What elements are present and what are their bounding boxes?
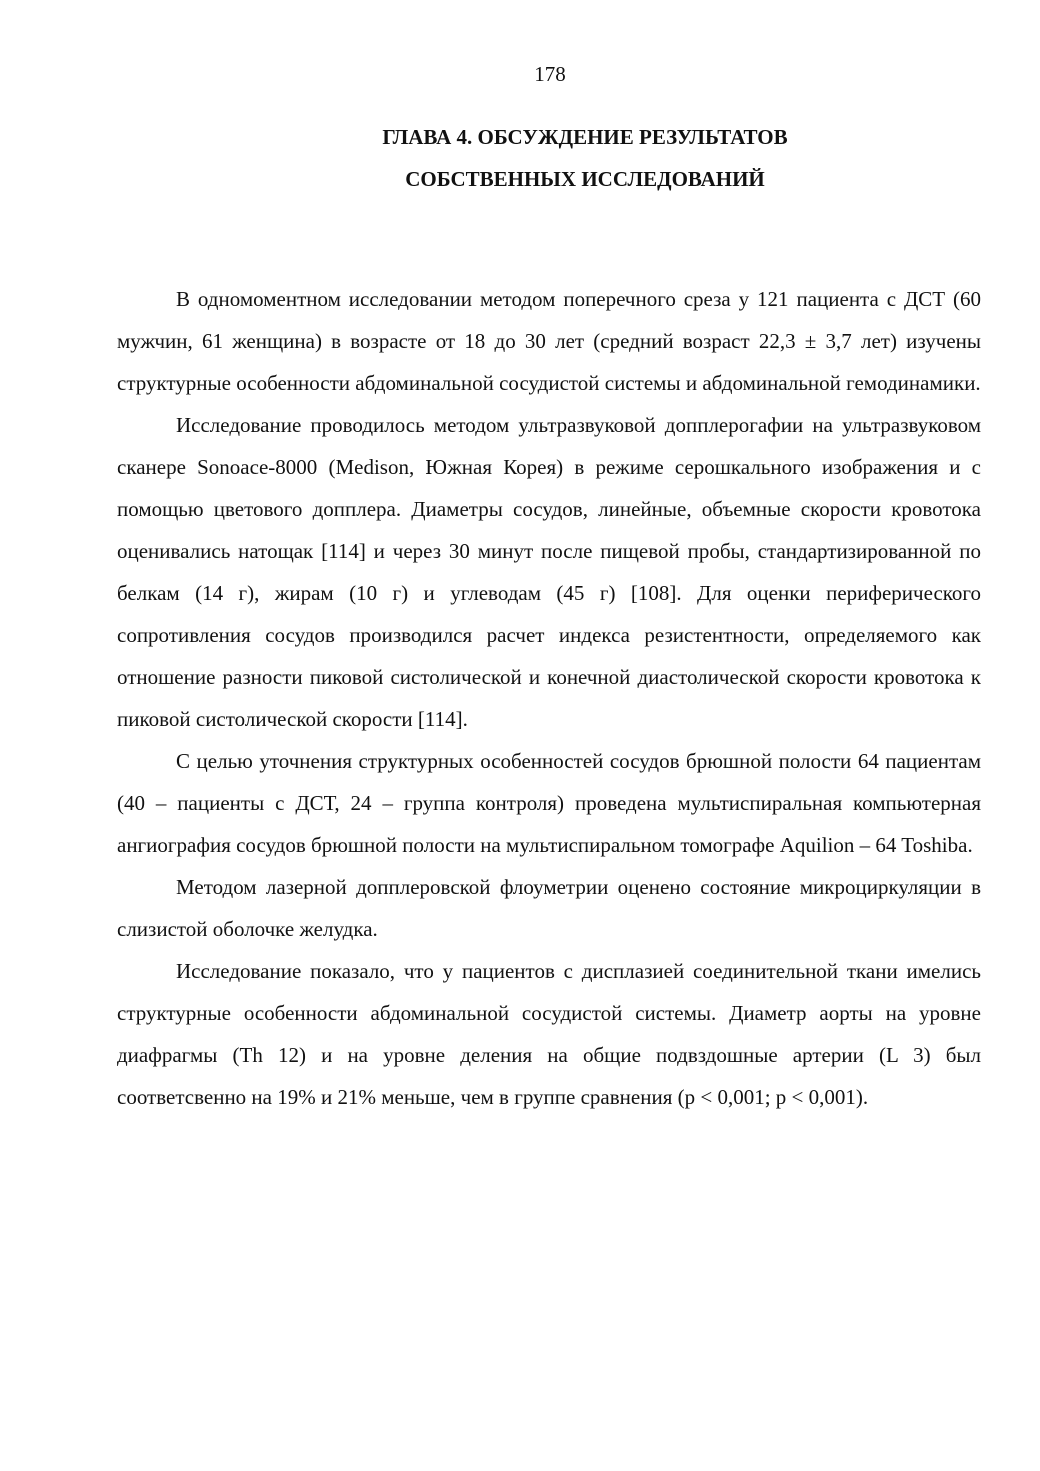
paragraph: Исследование проводилось методом ультразвуковой допплерогафии на ультразвуковом сканере Sonoace-8000 (Medison, Южная Корея) в режиме серошкального изображения и с помощью цветового допплера. Диаметры сосудов, линейные, объемные скорости кровотока оценивались натощак [114] и через 30 минут после пищевой пробы, стандартизированной по белкам (14 г), жирам (10 г) и углеводам (45 г) [108]. Для оценки периферического сопротивления сосудов производился расчет индекса резистентности, определяемого как отношение разности пиковой систолической и конечной диастолической скорости кровотока к пиковой систолической скорости [114]. bbox=[117, 413, 981, 731]
body-text bbox=[117, 278, 981, 1118]
paragraph: С целью уточнения структурных особенностей сосудов брюшной полости 64 пациентам (40 – пациенты с ДСТ, 24 – группа контроля) проведена мультиспиральная компьютерная ангиография сосудов брюшной полости на мультиспиральном томографе Aquilion – 64 Toshiba. bbox=[117, 749, 981, 857]
chapter-title bbox=[120, 116, 1040, 200]
paragraph: Методом лазерной допплеровской флоуметрии оценено состояние микроциркуляции в слизистой оболочке желудка. bbox=[117, 875, 981, 941]
chapter-title-line-1: ГЛАВА 4. ОБСУЖДЕНИЕ РЕЗУЛЬТАТОВ bbox=[382, 125, 788, 149]
chapter-title-line-2: СОБСТВЕННЫХ ИССЛЕДОВАНИЙ bbox=[405, 167, 765, 191]
paragraph: В одномоментном исследовании методом поперечного среза у 121 пациента с ДСТ (60 мужчин, 61 женщина) в возрасте от 18 до 30 лет (средний возраст 22,3 ± 3,7 лет) изучены структурные особенности абдоминальной сосудистой системы и абдоминальной гемодинамики. bbox=[117, 287, 981, 395]
page-number: 178 bbox=[534, 62, 566, 86]
paragraph: Исследование показало, что у пациентов с дисплазией соединительной ткани имелись структурные особенности абдоминальной сосудистой системы. Диаметр аорты на уровне диафрагмы (Th 12) и на уровне деления на общие подвздошные артерии (L 3) был соответсвенно на 19% и 21% меньше, чем в группе сравнения (р < 0,001; р < 0,001). bbox=[117, 959, 981, 1109]
